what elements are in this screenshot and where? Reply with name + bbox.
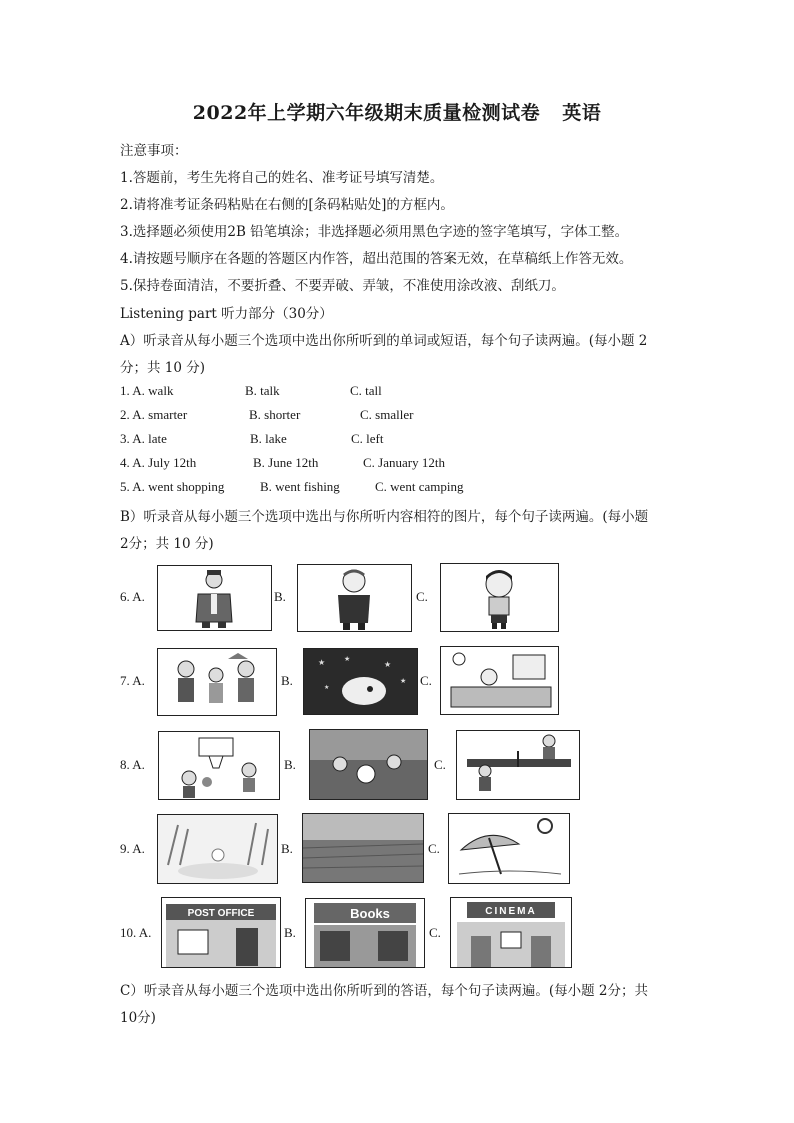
page-title [0, 98, 794, 125]
q9-label-c: C. [428, 841, 440, 856]
section-c-instruction: C）听录音从每小题三个选项中选出你所听到的答语，每个句子读两遍。(每小题 2分；共 [120, 983, 648, 999]
post-office-sign: POST OFFICE [187, 908, 255, 919]
q9-picture-a [157, 814, 278, 884]
bookstore-sign: Books [350, 906, 390, 921]
q1-option-a: 1. A. walk [120, 383, 174, 398]
section-c-instruction-cont: 10分) [120, 1010, 156, 1026]
q5-option-c: C. went camping [375, 479, 464, 494]
note-item: 2.请将准考证条码粘贴在右侧的[条码粘贴处]的方框内。 [120, 197, 454, 213]
q9-picture-b [302, 813, 424, 883]
q10-picture-a [161, 897, 281, 968]
winter-snow-icon [158, 815, 277, 883]
beach-umbrella-icon [449, 814, 569, 883]
q9-label-b: B. [281, 841, 293, 856]
svg-text:★: ★ [324, 684, 330, 691]
q10-label: 10. A. [120, 925, 152, 940]
q3-option-b: B. lake [250, 431, 287, 446]
q1-option-c: C. tall [350, 383, 382, 398]
q6-picture-c [440, 563, 559, 632]
q6-label-c: C. [416, 589, 428, 604]
section-a-instruction-cont: 分；共 10 分) [120, 360, 206, 376]
q2-option-a: 2. A. smarter [120, 407, 188, 422]
old-man-icon [298, 565, 411, 631]
q9-label: 9. A. [120, 841, 145, 856]
q8-label-c: C. [434, 757, 446, 772]
family-walking-icon [158, 649, 276, 715]
q8-picture-c [456, 730, 580, 800]
q4-option-c: C. January 12th [363, 455, 445, 470]
q7-label: 7. A. [120, 673, 145, 688]
q6-picture-a [157, 565, 272, 631]
q8-label: 8. A. [120, 757, 145, 772]
q10-label-b: B. [284, 925, 296, 940]
cinema-sign: CINEMA [485, 906, 537, 917]
cinema-icon [451, 898, 571, 967]
q7-label-b: B. [281, 673, 293, 688]
q8-picture-b [309, 729, 428, 800]
q6-label-b: B. [274, 589, 286, 604]
q9-picture-c [448, 813, 570, 884]
soccer-icon [310, 730, 427, 799]
q7-picture-a [157, 648, 277, 716]
exam-title: 2022年上学期六年级期末质量检测试卷 [192, 102, 541, 124]
bookstore-icon [306, 899, 424, 967]
businessman-icon [158, 566, 271, 630]
q6-label: 6. A. [120, 589, 145, 604]
section-b-instruction: B）听录音从每小题三个选项中选出与你所听内容相符的图片，每个句子读两遍。(每小题 [120, 509, 649, 525]
boy-icon [441, 564, 558, 631]
q10-picture-c [450, 897, 572, 968]
night-sleep-icon [304, 649, 417, 714]
q1-option-b: B. talk [245, 383, 280, 398]
listening-heading: Listening part 听力部分（30分） [120, 306, 333, 322]
exam-subject: 英语 [562, 102, 602, 124]
section-b-instruction-cont: 2分；共 10 分) [120, 536, 214, 552]
note-item: 5.保持卷面清洁，不要折叠、不要弄破、弄皱，不准使用涂改液、刮纸刀。 [120, 278, 565, 294]
section-a-instruction: A）听录音从每小题三个选项中选出你所听到的单词或短语，每个句子读两遍。(每小题 2 [120, 333, 648, 349]
q5-option-a: 5. A. went shopping [120, 479, 225, 494]
q4-option-a: 4. A. July 12th [120, 455, 197, 470]
q6-picture-b [297, 564, 412, 632]
svg-text:★: ★ [400, 677, 407, 685]
q7-label-c: C. [420, 673, 432, 688]
q10-label-c: C. [429, 925, 441, 940]
q7-picture-b [303, 648, 418, 715]
q3-option-c: C. left [351, 431, 384, 446]
svg-text:★: ★ [318, 658, 326, 667]
q8-picture-a [158, 731, 280, 800]
q8-label-b: B. [284, 757, 296, 772]
svg-text:★: ★ [344, 655, 351, 663]
post-office-icon [162, 898, 280, 967]
q10-picture-b [305, 898, 425, 968]
note-item: 3.选择题必须使用2B 铅笔填涂；非选择题必须用黑色字迹的签字笔填写，字体工整。 [120, 224, 629, 240]
q5-option-b: B. went fishing [260, 479, 340, 494]
q4-option-b: B. June 12th [253, 455, 319, 470]
q2-option-c: C. smaller [360, 407, 414, 422]
q2-option-b: B. shorter [249, 407, 301, 422]
note-item: 1.答题前，考生先将自己的姓名、准考证号填写清楚。 [120, 170, 444, 186]
notes-heading: 注意事项： [120, 143, 188, 159]
wake-up-icon [441, 647, 558, 714]
wheat-field-icon [303, 814, 423, 882]
ping-pong-icon [457, 731, 579, 799]
basketball-icon [159, 732, 279, 799]
q7-picture-c [440, 646, 559, 715]
note-item: 4.请按题号顺序在各题的答题区内作答，超出范围的答案无效，在草稿纸上作答无效。 [120, 251, 633, 267]
svg-text:★: ★ [384, 660, 392, 669]
q3-option-a: 3. A. late [120, 431, 167, 446]
